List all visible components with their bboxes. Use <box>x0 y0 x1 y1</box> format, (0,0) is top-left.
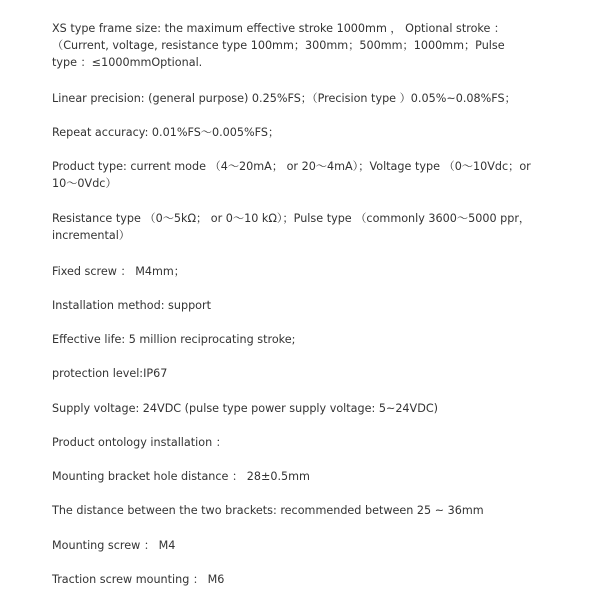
spec-repeat-accuracy: Repeat accuracy: 0.01%FS～0.005%FS； <box>52 126 280 139</box>
spec-bracket-distance: The distance between the two brackets: recommended between 25 ~ 36mm <box>52 504 484 517</box>
spec-ontology-installation: Product ontology installation ： <box>52 436 227 449</box>
spec-linear-precision: Linear precision: (general purpose) 0.25%FS；（Precision type ）0.05%~0.08%FS； <box>52 92 516 105</box>
spec-resistance-pulse-type: Resistance type （0～5kΩ； or 0～10 kΩ）；Pulse type （commonly 3600～5000 ppr， incremental） <box>52 212 531 242</box>
spec-product-type: Product type: current mode （4～20mA； or 20～4mA）；Voltage type （0～10Vdc；or 10～0Vdc） <box>52 160 531 190</box>
spec-bracket-hole-distance: Mounting bracket hole distance ： 28±0.5mm <box>52 470 310 483</box>
spec-traction-screw: Traction screw mounting ： M6 <box>52 573 225 586</box>
spec-effective-life: Effective life: 5 million reciprocating stroke; <box>52 333 296 346</box>
spec-fixed-screw: Fixed screw ： M4mm； <box>52 265 185 278</box>
spec-installation-method: Installation method: support <box>52 299 212 312</box>
spec-protection-level: protection level:IP67 <box>52 367 168 380</box>
spec-mounting-screw: Mounting screw ： M4 <box>52 539 176 552</box>
spec-stroke: XS type frame size: the maximum effective stroke 1000mm ， Optional stroke ：（Current, voltage, resistance type 100mm；300mm；500mm；1000mm；Pulse type ：≤1000mmOptional. <box>52 22 506 69</box>
spec-supply-voltage: Supply voltage: 24VDC (pulse type power supply voltage: 5~24VDC) <box>52 402 438 415</box>
